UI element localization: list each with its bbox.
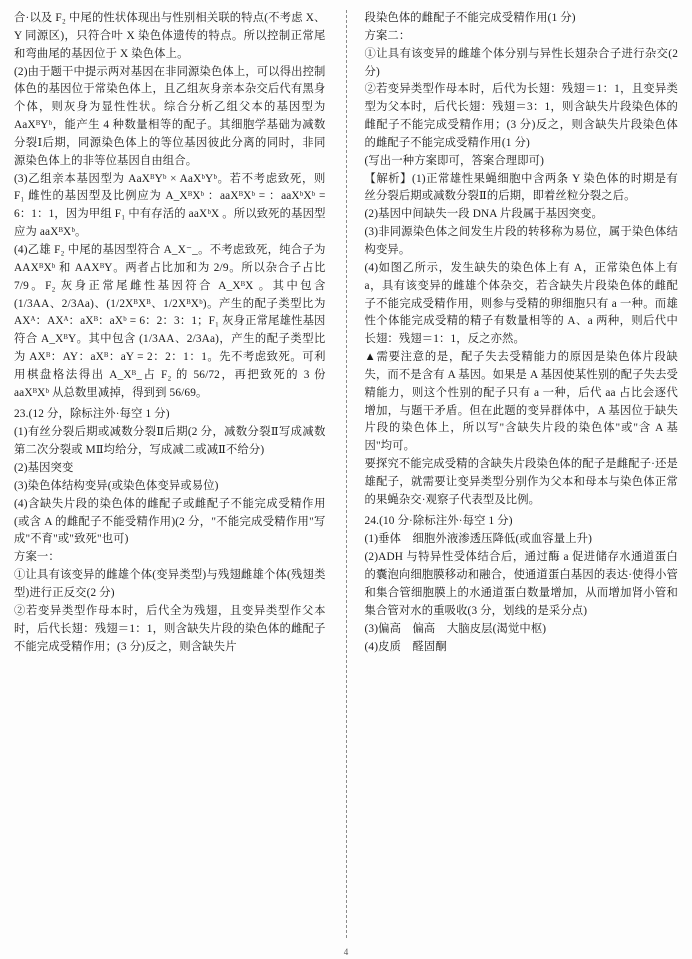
page-number: 4 [343, 947, 349, 957]
question-23-plan-a-step-2: ②若变异类型作母本时，后代全为残翅，且变异类型作父本时，后代长翅：残翅＝1：1，则含缺失片段的染色体的雌配子不能完成受精作用；(3 分)反之，则含缺失片 [14, 604, 326, 653]
left-para-1: 合·以及 F₂ 中尾的性状体现出与性别相关联的特点(不考虑 X、Y 同源区)，只符合叶 X 染色体遗传的特点。所以控制正常尾和弯曲尾的基因位于 X 染色体上。 [14, 12, 326, 60]
analysis-para-1: 【解析】(1)正常雄性果蝇细胞中含两条 Y 染色体的时期是有丝分裂后期或减数分裂Ⅱ的后期，即着丝粒分裂之后。 [364, 172, 678, 203]
question-24-header: 24.(10 分·除标注外·每空 1 分) [364, 514, 513, 527]
question-24-item-1: (1)垂体 细胞外液渗透压降低(或血容量上升) [364, 533, 593, 546]
analysis-para-3: (3)非同源染色体之间发生片段的转移称为易位，属于染色体结构变异。 [364, 226, 678, 256]
question-24-item-4: (4)皮质 醛固酮 [364, 640, 447, 653]
column-divider [346, 10, 347, 938]
question-24-item-3: (3)偏高 偏高 大脑皮层(渴觉中枢) [364, 622, 547, 635]
left-para-4: (4)乙雄 F₂ 中尾的基因型符合 A_X⁻_。不考虑致死，纯合子为 AAXᴮXᵇ 和 AAXᴮY。两者占比加和为 2/9。所以杂合子占比 7/9。F₂ 灰身正常尾雌性基因符合 A_XᴮX 。其中包含 (1/3AA、2/3Aa)、(1/2XᴮXᴮ、1/2XᴮXᵇ)。产生的配子类型比为 AXᴬ：AXᴬ：aXᴮ：aXᵇ = 6：2：3：1；F₁ 灰身正常尾雄性基因符合 A_XᴮY。其中包含 (1/3AA、2/3Aa)，产生的配子类型比为 AXᴮ：AY：aXᴮ：aY = 2：2：1：1。先不考虑致死。可利用棋盘格法得出 A_Xᴮ_占 F₂ 的 56/72，再把致死的 3 份 aaXᴮXᵇ 从总数里减掉，得到到 56/69。 [14, 243, 326, 399]
right-column [355, 10, 678, 938]
two-column-layout [14, 10, 678, 938]
question-23-plan-a-label: 方案一： [14, 551, 60, 564]
analysis-para-4: (4)如图乙所示，发生缺失的染色体上有 A，正常染色体上有 a，具有该变异的雌雄个体杂交，若含缺失片段染色体的雌配子不能完成受精作用，则参与受精的卵细胞只有 a 一种。而雄性个体能完成受精的精子有数量相等的 A、a 两种，则后代中长翅：残翅＝1：1，反之亦然。 [364, 261, 678, 346]
right-plan-note: (写出一种方案即可，答案合理即可) [364, 154, 545, 167]
left-para-3: (3)乙组亲本基因型为 AaXᴮYᵇ × AaXᵇYᵇ。若不考虑致死，则 F₁ 雌性的基因型及比例应为 A_XᴮXᵇ ：aaXᴮXᵇ = ：aaXᵇXᵇ = 6：1：1，因为甲组 F₁ 中有存活的 aaXᵇX 。所以致死的基因型应为 aaXᴮXᵇ。 [14, 172, 326, 239]
right-plan-b-step-1: ①让具有该变异的雌雄个体分别与异性长翅杂合子进行杂交(2 分) [364, 47, 678, 78]
question-23-plan-a-step-1: ①让具有该变异的雌雄个体(变异类型)与残翅雌雄个体(残翅类型)进行正反交(2 分) [14, 569, 326, 599]
analysis-para-2: (2)基因中间缺失一段 DNA 片段属于基因突变。 [364, 208, 603, 221]
question-23-item-4: (4)含缺失片段的染色体的雌配子或雌配子不能完成受精作用(或含 A 的雌配子不能受精作用)(2 分，"不能完成受精作用"写成"不育"或"致死"也可) [14, 497, 326, 546]
question-23-header: 23.(12 分，除标注外·每空 1 分) [14, 407, 170, 420]
note-para-1: ▲需要注意的是，配子失去受精能力的原因是染色体片段缺失，而不是含有 A 基因。如果是 A 基因使某性别的配子失去受精能力，则这个性别的配子只有 a 一种，后代 aa 占比会逐代增加，与题干矛盾。但在此题的变异群体中，A 基因位于缺失片段的染色体上，所以写"含缺失片段的染色体"或"含 A 基因"均可。 [364, 351, 678, 453]
right-plan-b-step-2: ②若变异类型作母本时，后代为长翅：残翅＝1：1，且变异类型为父本时，后代长翅：残翅＝3：1，则含缺失片段染色体的雌配子不能完成受精作用；(3 分)反之，则含缺失片段染色体的雌配子不能完成受精作用(1 分) [364, 83, 678, 149]
left-column [14, 10, 338, 938]
note-para-2: 要探究不能完成受精的含缺失片段染色体的配子是雌配子·还是雄配子，就需要让变异类型分别作为父本和母本与染色体正常的果蝇杂交·观察子代表型及比例。 [364, 458, 678, 506]
right-para-1: 段染色体的雌配子不能完成受精作用(1 分) [364, 12, 576, 24]
question-23-item-3: (3)染色体结构变异(或染色体变异或易位) [14, 479, 219, 492]
left-para-2: (2)由于题干中提示两对基因在非同源染色体上，可以得出控制体色的基因位于常染色体上，且乙组灰身亲本杂交后代有黑身个体，则灰身为显性性状。综合分析乙组父本的基因型为 AaXᴮYᵇ，能产生 4 种数量相等的配子。其细胞学基础为减数分裂Ⅰ后期，同源染色体上的等位基因彼此分离的同时，非同源染色体上的非等位基因自由组合。 [14, 65, 326, 167]
question-23-item-2: (2)基因突变 [14, 462, 74, 475]
question-23-item-1: (1)有丝分裂后期或减数分裂Ⅱ后期(2 分，减数分裂Ⅱ写成减数第二次分裂或 MⅡ均给分，写成减二或减Ⅱ不给分) [14, 426, 326, 457]
right-plan-b-label: 方案二： [364, 29, 411, 42]
question-24-item-2: (2)ADH 与特异性受体结合后，通过酶 a 促进储存水通道蛋白的囊泡向细胞膜移动和融合，使通道蛋白基因的表达·使得小管和集合管细胞膜上的水通道蛋白数量增加，从而增加肾小管和集合管对水的重吸收(3 分，划线的是采分点) [364, 551, 678, 617]
